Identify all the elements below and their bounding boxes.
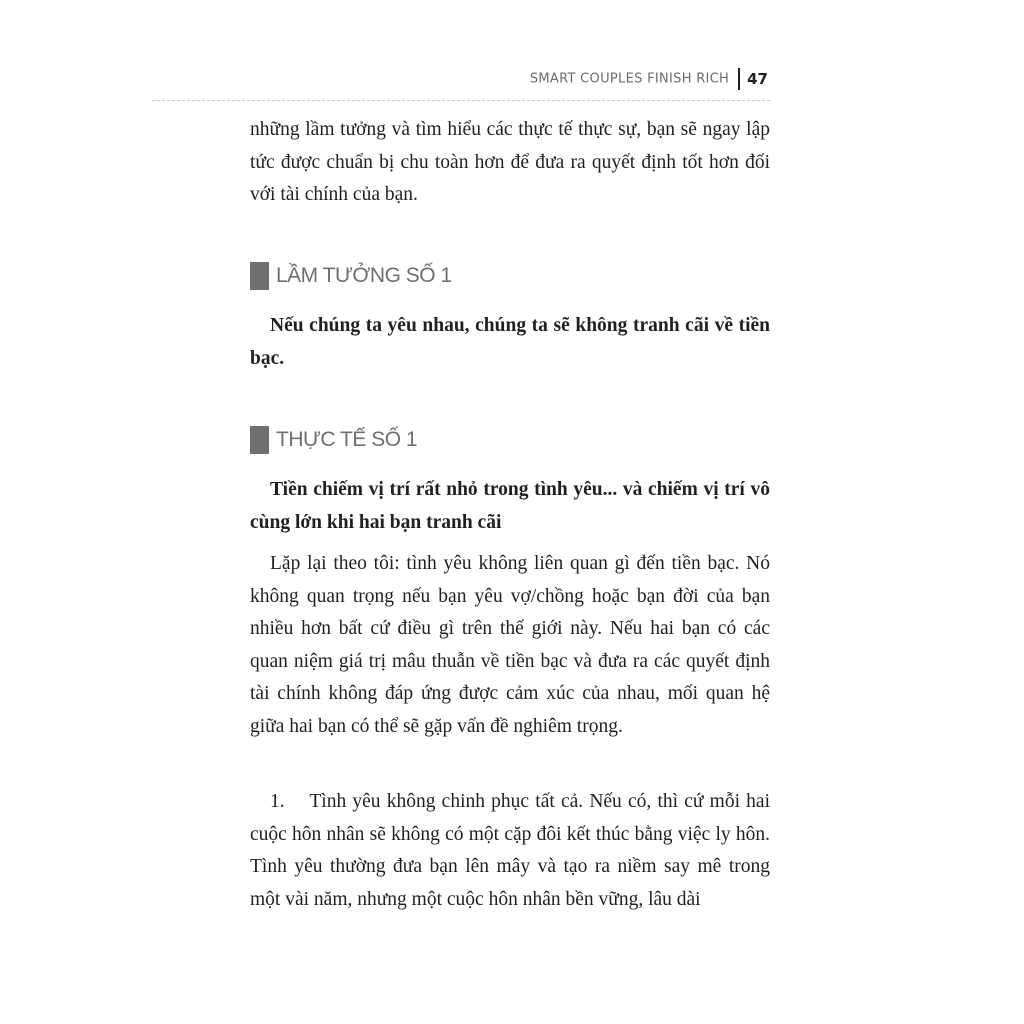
heading-marker <box>250 262 269 290</box>
header-separator <box>738 68 740 90</box>
myth-1-statement: Nếu chúng ta yêu nhau, chúng ta sẽ không tranh cãi về tiền bạc. <box>250 315 770 369</box>
header-divider <box>152 100 770 101</box>
point-number: 1. <box>270 791 285 812</box>
heading-myth-1 <box>250 262 452 290</box>
reality-1-statement: Tiền chiếm vị trí rất nhỏ trong tình yêu... và chiếm vị trí vô cùng lớn khi hai bạn tranh cãi <box>250 479 770 533</box>
numbered-point-1 <box>250 786 770 916</box>
running-title: SMART COUPLES FINISH RICH <box>529 71 730 87</box>
intro-paragraph: những lầm tưởng và tìm hiểu các thực tế thực sự, bạn sẽ ngay lập tức được chuẩn bị chu toàn hơn để đưa ra quyết định tốt hơn đối với tài chính của bạn. <box>250 119 770 205</box>
page-number: 47 <box>747 70 768 88</box>
heading-reality-1-text: THỰC TẾ SỐ 1 <box>276 428 418 451</box>
heading-reality-1 <box>250 426 417 454</box>
heading-myth-1-text: LẦM TƯỞNG SỐ 1 <box>276 264 452 287</box>
running-header <box>150 68 768 90</box>
reality-1-body: Lặp lại theo tôi: tình yêu không liên quan gì đến tiền bạc. Nó không quan trọng nếu bạn yêu vợ/chồng hoặc bạn đời của bạn nhiều hơn bất cứ điều gì trên thế giới này. Nếu hai bạn có các quan niệm giá trị mâu thuẫn về tiền bạc và đưa ra các quyết định tài chính không đáp ứng được cảm xúc của nhau, mối quan hệ giữa hai bạn có thể sẽ gặp vấn đề nghiêm trọng. <box>250 553 770 737</box>
point-text: Tình yêu không chinh phục tất cả. Nếu có, thì cứ mỗi hai cuộc hôn nhân sẽ không có một cặp đôi kết thúc bằng việc ly hôn. Tình yêu thường đưa bạn lên mây và tạo ra niềm say mê trong một vài năm, nhưng một cuộc hôn nhân bền vững, lâu dài <box>250 791 770 910</box>
heading-marker <box>250 426 269 454</box>
